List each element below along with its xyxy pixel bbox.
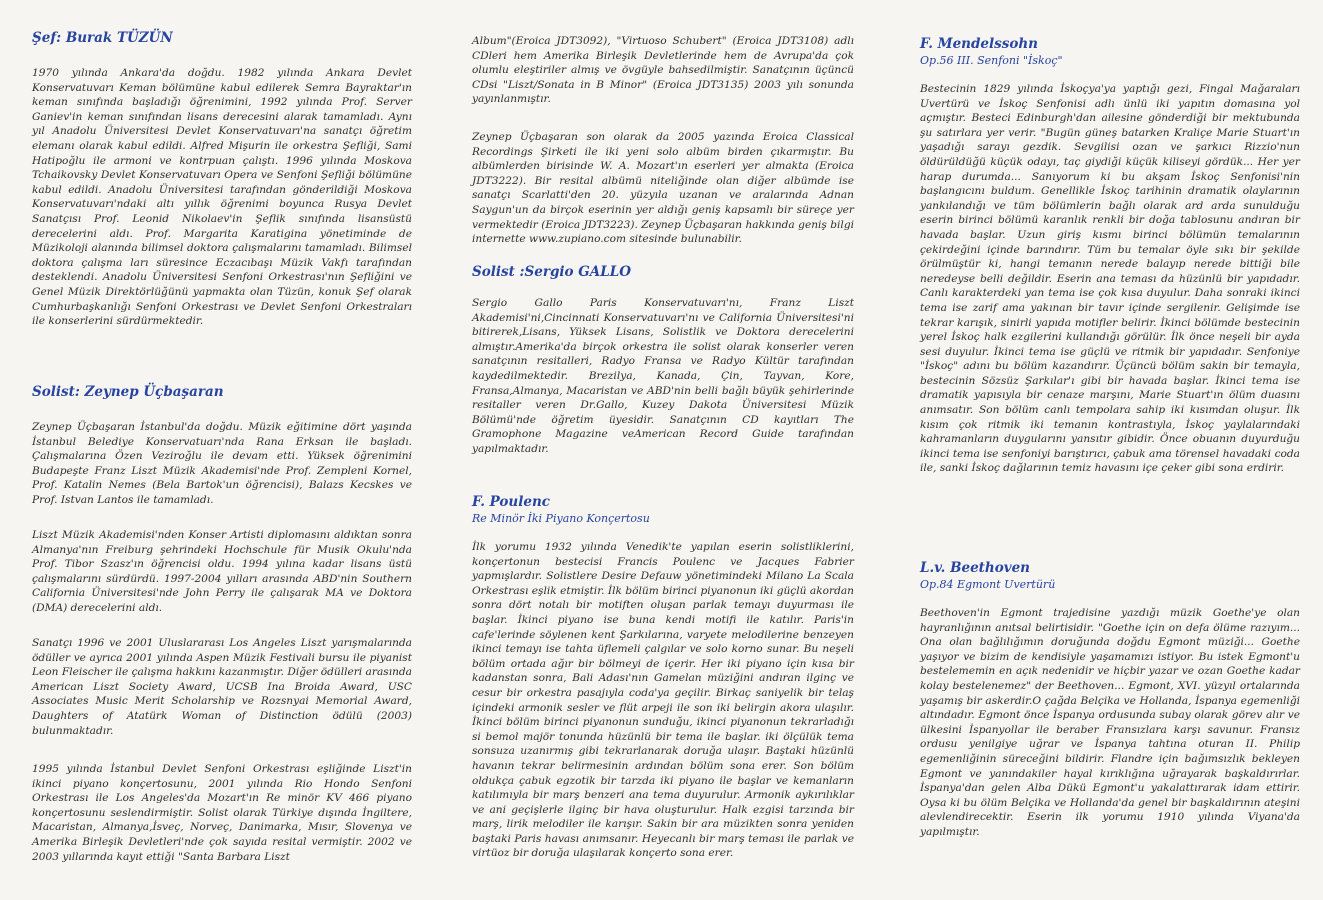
beethoven-section	[920, 560, 1300, 592]
poulenc-subtitle: Re Minör İki Piyano Konçertosu	[472, 512, 650, 525]
poulenc-section	[472, 494, 854, 526]
poulenc-text: İlk yorumu 1932 yılında Venedik'te yapılan eserin solistliklerini, konçertonun bestecisi Francis Poulenc ve Jacques Fabrier yapmışlardır. Solistlere Desire Defauw yönetimindeki Milano La Scala Orkestrası eşlik etmiştir. İlk bölüm birinci piyanonun iki güçlü akordan sonra dört notalı bir motiften oluşan parlak temayı duyurması ile başlar. İkinci piyano ise buna kendi motifi ile katılır. Paris'in cafe'lerinde söylenen kent Şarkılarına, varyete melodilerine benzeyen ikinci temayı ise tahta üflemeli çalgılar ve solo korno sunar. Bu neşeli bölüm ortada ağır bir bölmeyi de içerir. Her iki piyano için kısa bir kadanstan sonra, Bali Adası'nın Gamelan müziğini andıran ilginç ve cesur bir orkestra pasajıyla coda'ya geçilir. Birkaç saniyelik bir telaş içindeki armonik sesler ve flüt arpeji ile son iki belirgin akora ulaşılır. İkinci bölüm birinci piyanonun sunduğu, ikinci piyanonun tekrarladığı si bemol majör tonunda hüzünlü bir tema ile başlar. iki ölçülük tema sonsuza uzanırmış gibi tekrarlanarak doruğa ulaşır. Baştaki hüzünlü havanın tekrar belirmesinin ardından bölüm sona erer. Son bölüm oldukça çabuk egzotik bir tarzda iki piyano ile başlar ve kemanların katılımıyla bir marş benzeri ana tema duyurulur. Armonik aykırılıklar ve ani geçişlerle ilginç bir hava oluşturulur. Halk ezgisi tarzında bir marş, lirik melodiler ile karışır. Sakin bir ara müzikten sonra yeniden baştaki Paris havası anımsanır. Heyecanlı bir marş teması ile parlak ve virtüoz bir doruğa ulaşılarak konçerto sona erer.	[472, 541, 854, 860]
mendelssohn-text-wrap	[920, 82, 1300, 476]
soloist-ucbasaran-p1-wrap	[32, 420, 412, 508]
soloist-gallo-bio: Sergio Gallo Paris Konservatuvarı'nı, Franz Liszt Akademisi'ni,Cincinnati Konservatuvarı'nı ve California Üniversitesi'ni bitirerek,Lisans, Yüksek Lisans, Solistlik ve Doktora derecelerini almıştır.Amerika'da birçok orkestra ile solist olarak konserler veren sanatçının resitalleri, Radyo Fransa ve Radyo Kültür tarafından kaydedilmektedir. Brezilya, Kanada, Çin, Tayvan, Kore, Fransa,Almanya, Macaristan ve ABD'nin belli bağlı büyük şehirlerinde resitaller veren Dr.Gallo, Kuzey Dakota Üniversitesi Müzik Bölümü'nde öğretim üyesidir. Sanatçının CD kayıtları The Gramophone Magazine veAmerican Record Guide tarafından yapılmaktadır.	[472, 297, 854, 455]
continued-p1: Album"(Eroica JDT3092), "Virtuoso Schubert" (Eroica JDT3108) adlı CDleri hem Amerika Birleşik Devletlerinde hem de Avrupa'da çok olumlu eleştiriler almış ve övgüyle bahsedilmiştir. Sanatçının üçüncü CDsi "Liszt/Sonata in B Minor" (Eroica JDT3135) 2003 yılı sonunda yayınlanmıştır.	[472, 35, 854, 106]
continued-p1-wrap	[472, 34, 854, 107]
soloist-ucbasaran-heading: Solist: Zeynep Üçbaşaran	[32, 384, 224, 400]
soloist-ucbasaran-p1: Zeynep Üçbaşaran İstanbul'da doğdu. Müzik eğitimine dört yaşında İstanbul Belediye Konservatuarı'nda Rana Erksan ile başladı. Çalışmalarına Özen Veziroğlu ile devam etti. Yüksek öğrenimini Budapeşte Franz Liszt Müzik Akademisi'nde Prof. Zempleni Kornel, Prof. Katalin Nemes (Bela Bartok'un öğrencisi), Balazs Kecskes ve Prof. Istvan Lantos ile tamamladı.	[32, 421, 412, 506]
soloist-ucbasaran-p3-wrap	[32, 636, 412, 738]
soloist-ucbasaran-p2-wrap	[32, 528, 412, 616]
conductor-heading: Şef: Burak TÜZÜN	[32, 30, 173, 46]
beethoven-subtitle: Op.84 Egmont Uvertürü	[920, 578, 1056, 591]
mendelssohn-text: Bestecinin 1829 yılında İskoçya'ya yaptığı gezi, Fingal Mağaraları Uvertürü ve İskoç Senfonisi adlı ünlü iki yapıtın domasına yol açmıştır. Besteci Edinburgh'dan ailesine gönderdiği bir mektubunda şu satırlara yer verir. "Bugün güneş batarken Kraliçe Marie Stuart'ın yaşadığı sarayı gezdik. Sevgilisi ozan ve şarkıcı Rizzio'nun öldürüldüğü küçük odayı, taç giydiği küçük kiliseyi gördük... Her yer harap durumda... Sanıyorum ki bu akşam İskoç Senfonisi'nin başlangıcını buldum. Genellikle İskoç tarihinin dramatik olaylarının yankılandığı ve tüm bölümlerin bağlı olarak ard arda sunulduğu eserin birinci bölümü karanlık renkli bir doğa tablosunu andıran bir havada başlar. Uzun giriş kısmı birinci bölümün temalarının çekirdeğini içinde barındırır. Tüm bu temalar öyle sıkı bir şekilde örülmüştür ki, hangi temanın nerede balayıp nerede bittiği bile neredeyse belli değildir. Eserin ana teması da hüzünlü bir yapıdadır. Canlı karakterdeki yan tema ise çok kısa duyulur. Daha sonraki ikinci tema ise zarif ama yakınan bir tavır içinde sergilenir. Gelişimde ise tekrar karışık, sinirli yapıda motifler belirir. İkinci bölümde bestecinin yerel İskoç halk ezgilerini kullandığı görülür. İlk önce neşeli bir ayda sesi duyulur. İkinci tema ise güçlü ve ritmik bir yapıdadır. Senfoniye "İskoç" adını bu bölüm kazandırır. Üçüncü bölüm sakin bir temayla, bestecinin Sözsüz Şarkılar'ı gibi bir havada başlar. İkinci tema ise dramatik yapısıyla bir cenaze marşını, Marie Stuart'ın ölüm duasını anımsatır. Son bölüm canlı tempolara sahip iki kısımdan oluşur. İlk kısım çok ritmik iki temanın kontrastıyla, İskoç yaylalarındaki kahramanların duygularını yansıtır gibidir. Önce obuanın duyurduğu ikinci tema ise senfoniyi barıştırıcı, çabuk ama törensel havadaki coda ile, sanki İskoç dağlarının temiz havasını içe çeker gibi sona erdirir.	[920, 83, 1300, 475]
column-right	[920, 0, 1300, 900]
conductor-bio-wrap	[32, 66, 412, 329]
soloist-ucbasaran-section	[32, 384, 412, 401]
poulenc-heading: F. Poulenc	[472, 494, 550, 510]
beethoven-text: Beethoven'in Egmont trajedisine yazdığı müzik Goethe'ye olan hayranlığının anıtsal belirtisidir. "Goethe için on defa ölüme razıyım... Ona olan bağlılığımın doruğunda doğdu Egmont müziği... Goethe yaşıyor ve bizim de kendisiyle yaşamamızı istiyor. Bu istek Egmont'u bestelememin en açık nedenidir ve hiçbir yazar ve ozan Goethe kadar kolay bestelenemez" der Beethoven... Egmont, XVI. yüzyıl ortalarında yaşamış bir askerdir.O çağda Belçika ve Hollanda, İspanya egemenliği altındadır. Egmont önce İspanya ordusunda subay olarak görev alır ve ülkesini İspanyollar ile beraber Fransızlara karşı savunur. Fransız ordusu yenilgiye uğrar ve İspanya tahtına oturan II. Philip egemenliğinin süreceğini bildirir. Flandre için bağımsızlık bekleyen Egmont ve yanındakiler hayal kırıklığına uğrayarak başkaldırırlar. İspanya'dan gelen Alba Dükü Egmont'u yakalattırarak idam ettirir. Oysa ki bu ölüm Belçika ve Hollanda'da genel bir başkaldırının ateşini alevlendirecektir. Eserin ilk yorumu 1910 yılında Viyana'da yapılmıştır.	[920, 607, 1300, 838]
continued-p2: Zeynep Üçbaşaran son olarak da 2005 yazında Eroica Classical Recordings Şirketi ile iki yeni solo albüm birden çıkarmıştır. Bu albümlerden birisinde W. A. Mozart'ın eserleri yer almakta (Eroica JDT3222). Bir resital albümü niteliğinde olan diğer albümde ise sanatçı Scarlatti'den 20. yüzyıla uzanan ve aralarında Adnan Saygun'un da birçok eserinin yer aldığı geniş kapsamlı bir süreçe yer vermektedir (Eroica JDT3223). Zeynep Üçbaşaran hakkında geniş bilgi internette www.zupiano.com sitesinde bulunabilir.	[472, 131, 854, 246]
soloist-ucbasaran-p3: Sanatçı 1996 ve 2001 Uluslararası Los Angeles Liszt yarışmalarında ödüller ve ayrıca 2001 yılında Aspen Müzik Festivali bursu ile piyanist Leon Fleischer ile çalışma hakkını kazanmıştır. Diğer ödülleri arasında American Liszt Society Award, UCSB Ina Broida Award, USC Associates Music Merit Scholarship ve Rozsnyai Memorial Award, Daughters of Atatürk Woman of Distinction ödülü (2003) bulunmaktadır.	[32, 637, 412, 737]
poulenc-text-wrap	[472, 540, 854, 861]
soloist-ucbasaran-p2: Liszt Müzik Akademisi'nden Konser Artisti diplomasını aldıktan sonra Almanya'nın Freiburg şehrindeki Hochschule für Musik Okulu'nda Prof. Tibor Szasz'ın öğrencisi oldu. 1994 yılına kadar lisans üstü çalışmalarını sürdürdü. 1997-2004 yılları arasında ABD'nin Southern California Üniversitesi'nde John Perry ile çalışarak MA ve Doktora (DMA) derecelerini aldı.	[32, 529, 412, 614]
column-left	[32, 0, 412, 900]
conductor-section	[32, 30, 412, 47]
beethoven-heading: L.v. Beethoven	[920, 560, 1030, 576]
mendelssohn-subtitle: Op.56 III. Senfoni "İskoç"	[920, 54, 1063, 67]
column-middle	[472, 0, 854, 900]
continued-p2-wrap	[472, 130, 854, 247]
beethoven-text-wrap	[920, 606, 1300, 840]
soloist-gallo-section	[472, 264, 854, 281]
soloist-gallo-heading: Solist :Sergio GALLO	[472, 264, 632, 280]
soloist-ucbasaran-p4: 1995 yılında İstanbul Devlet Senfoni Orkestrası eşliğinde Liszt'in ikinci piyano konçertosunu, 2001 yılında Rio Hondo Senfoni Orkestrası ile Los Angeles'da Mozart'ın Re minör KV 466 piyano konçertosunu seslendirmiştir. Solist olarak Türkiye dışında İngiltere, Macaristan, Almanya,İsveç, Norveç, Danimarka, Mısır, Slovenya ve Amerika Birleşik Devletleri'nde çok sayıda resital vermiştir. 2002 ve 2003 yıllarında kayıt ettiği "Santa Barbara Liszt	[32, 763, 412, 863]
conductor-bio: 1970 yılında Ankara'da doğdu. 1982 yılında Ankara Devlet Konservatuvarı Keman bölümüne kabul edilerek Semra Bayraktar'ın keman sınıfında başladığı öğrenimini, 1992 yılında Prof. Server Ganiev'in keman sınıfından lisans derecesini alarak tamamladı. Aynı yıl Anadolu Üniversitesi Devlet Konservatuvarı'na sanatçı öğretim elemanı olarak kabul edildi. Alfred Mişurin ile orkestra Şefliği, Sami Hatipoğlu ile armoni ve kontrpuan çalıştı. 1996 yılında Moskova Tchaikovsky Devlet Konservatuvarı Opera ve Senfoni Şefliği bölümüne kabul edildi. Anadolu Üniversitesi tarafından gönderildiği Moskova Konservatuvarı'ndaki altı yıllık öğrenimi boyunca Rusya Devlet Sanatçısı Prof. Leonid Nikolaev'in Şeflik sınıfında lisansüstü derecelerini aldı. Prof. Margarita Karatigina yönetiminde de Müzikoloji alanında bilimsel doktora çalışmalarını tamamladı. Bilimsel doktora çalışma ları süresince Eczacıbaşı Müzik Vakfı tarafından desteklendi. Anadolu Üniversitesi Senfoni Orkestrası'nın Şefliğini ve Genel Müzik Direktörlüğünü yapmakta olan Tüzün, konuk Şef olarak Cumhurbaşkanlığı Senfoni Orkestrası ve Devlet Senfoni Orkestraları ile konserlerini sürdürmektedir.	[32, 67, 412, 328]
mendelssohn-heading: F. Mendelssohn	[920, 36, 1038, 52]
soloist-gallo-bio-wrap	[472, 296, 854, 457]
mendelssohn-section	[920, 36, 1300, 68]
soloist-ucbasaran-p4-wrap	[32, 762, 412, 864]
